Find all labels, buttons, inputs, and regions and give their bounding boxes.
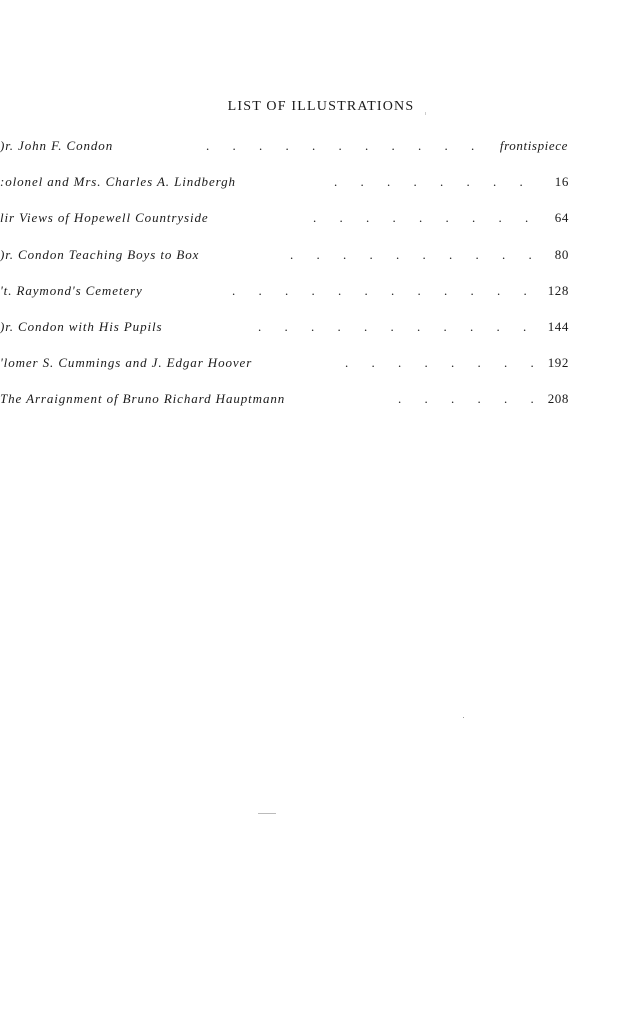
leader-dot: .	[424, 355, 428, 371]
leader-dot: .	[258, 282, 262, 298]
illustration-title: :olonel and Mrs. Charles A. Lindbergh	[0, 174, 236, 190]
leader-dot: .	[232, 138, 236, 153]
list-item	[0, 391, 638, 427]
leader-dot: .	[525, 210, 529, 226]
page-number: 208	[547, 391, 569, 407]
list-item	[0, 138, 638, 174]
leader-dot: .	[391, 138, 395, 153]
page-number: 64	[554, 210, 569, 226]
list-item	[0, 210, 638, 246]
illustrations-list	[0, 138, 638, 428]
illustration-title: The Arraignment of Bruno Richard Hauptmann	[0, 391, 286, 407]
leader-dot: .	[258, 318, 262, 334]
leader-dot: .	[472, 210, 476, 226]
illustration-title: 't. Raymond's Cemetery	[0, 282, 143, 298]
leader-dot: .	[391, 282, 395, 298]
leader-dot: .	[477, 355, 481, 371]
page-number: 192	[547, 355, 569, 371]
leader-dot: .	[334, 174, 338, 190]
leader-dot: .	[466, 174, 470, 190]
illustration-title: )r. Condon with His Pupils	[0, 318, 163, 334]
leader-dot: .	[502, 246, 506, 262]
leader-dot: .	[365, 138, 369, 153]
leader-dot: .	[493, 174, 497, 190]
leader-dot: .	[387, 174, 391, 190]
leader-dot: .	[477, 391, 481, 407]
leader-dot: .	[364, 318, 368, 334]
list-item	[0, 283, 638, 319]
scan-speck	[425, 112, 426, 115]
leader-dot: .	[371, 355, 375, 371]
leader-dot: .	[413, 174, 417, 190]
leader-dot: .	[316, 246, 320, 262]
leader-dot: .	[343, 246, 347, 262]
leader-dot: .	[338, 138, 342, 153]
leader-dot: .	[470, 282, 474, 298]
leader-dot: .	[364, 282, 368, 298]
page-number: 128	[547, 282, 569, 298]
leader-dot: .	[398, 355, 402, 371]
list-item	[0, 174, 638, 210]
illustration-title: lir Views of Hopewell Countryside	[0, 210, 209, 226]
leader-dot: .	[497, 282, 501, 298]
illustration-title: 'lomer S. Cummings and J. Edgar Hoover	[0, 355, 253, 371]
list-item	[0, 355, 638, 391]
leader-dot: .	[338, 282, 342, 298]
leader-dot: .	[312, 138, 316, 153]
page-number: 144	[547, 318, 569, 334]
page-number: frontispiece	[499, 138, 568, 153]
leader-dot: .	[366, 210, 370, 226]
leader-dot: .	[232, 282, 236, 298]
leader-dot: .	[417, 318, 421, 334]
leader-dot: .	[360, 174, 364, 190]
list-item	[0, 319, 638, 355]
leader-dot: .	[392, 210, 396, 226]
scan-speck	[463, 717, 464, 718]
leader-dot: .	[206, 138, 210, 153]
page-heading: LIST OF ILLUSTRATIONS	[227, 99, 415, 114]
leader-dot: .	[285, 138, 289, 153]
leader-dot: .	[339, 210, 343, 226]
leader-dot: .	[345, 355, 349, 371]
illustration-title: )r. John F. Condon	[0, 138, 114, 153]
leader-dot: .	[396, 246, 400, 262]
leader-dot: .	[445, 210, 449, 226]
leader-dot: .	[419, 210, 423, 226]
leader-dot: .	[470, 318, 474, 334]
list-item	[0, 247, 638, 283]
leader-dot: .	[417, 282, 421, 298]
leader-dot: .	[530, 355, 534, 371]
leader-dot: .	[504, 355, 508, 371]
leader-dot: .	[449, 246, 453, 262]
leader-dot: .	[523, 282, 527, 298]
leader-dot: .	[259, 138, 263, 153]
leader-dot: .	[290, 246, 294, 262]
leader-dot: .	[398, 391, 402, 407]
leader-dot: .	[284, 318, 288, 334]
leader-dot: .	[390, 318, 394, 334]
leader-dot: .	[475, 246, 479, 262]
leader-dot: .	[424, 391, 428, 407]
leader-dot: .	[285, 282, 289, 298]
leader-dot: .	[528, 246, 532, 262]
leader-dot: .	[496, 318, 500, 334]
leader-dot: .	[311, 318, 315, 334]
leader-dot: .	[337, 318, 341, 334]
leader-dot: .	[498, 210, 502, 226]
leader-dot: .	[519, 174, 523, 190]
leader-dot: .	[313, 210, 317, 226]
leader-dot: .	[422, 246, 426, 262]
leader-dot: .	[451, 391, 455, 407]
leader-dot: .	[451, 355, 455, 371]
leader-dot: .	[504, 391, 508, 407]
leader-dot: .	[443, 318, 447, 334]
page-number: 80	[554, 246, 569, 262]
page-number: 16	[554, 174, 569, 190]
leader-dot: .	[440, 174, 444, 190]
illustration-title: )r. Condon Teaching Boys to Box	[0, 246, 200, 262]
leader-dot: .	[471, 138, 475, 153]
leader-dot: .	[369, 246, 373, 262]
leader-dot: .	[444, 282, 448, 298]
leader-dot: .	[523, 318, 527, 334]
leader-dot: .	[311, 282, 315, 298]
leader-dot: .	[418, 138, 422, 153]
leader-dot: .	[530, 391, 534, 407]
leader-dot: .	[444, 138, 448, 153]
scan-speck	[258, 813, 276, 814]
